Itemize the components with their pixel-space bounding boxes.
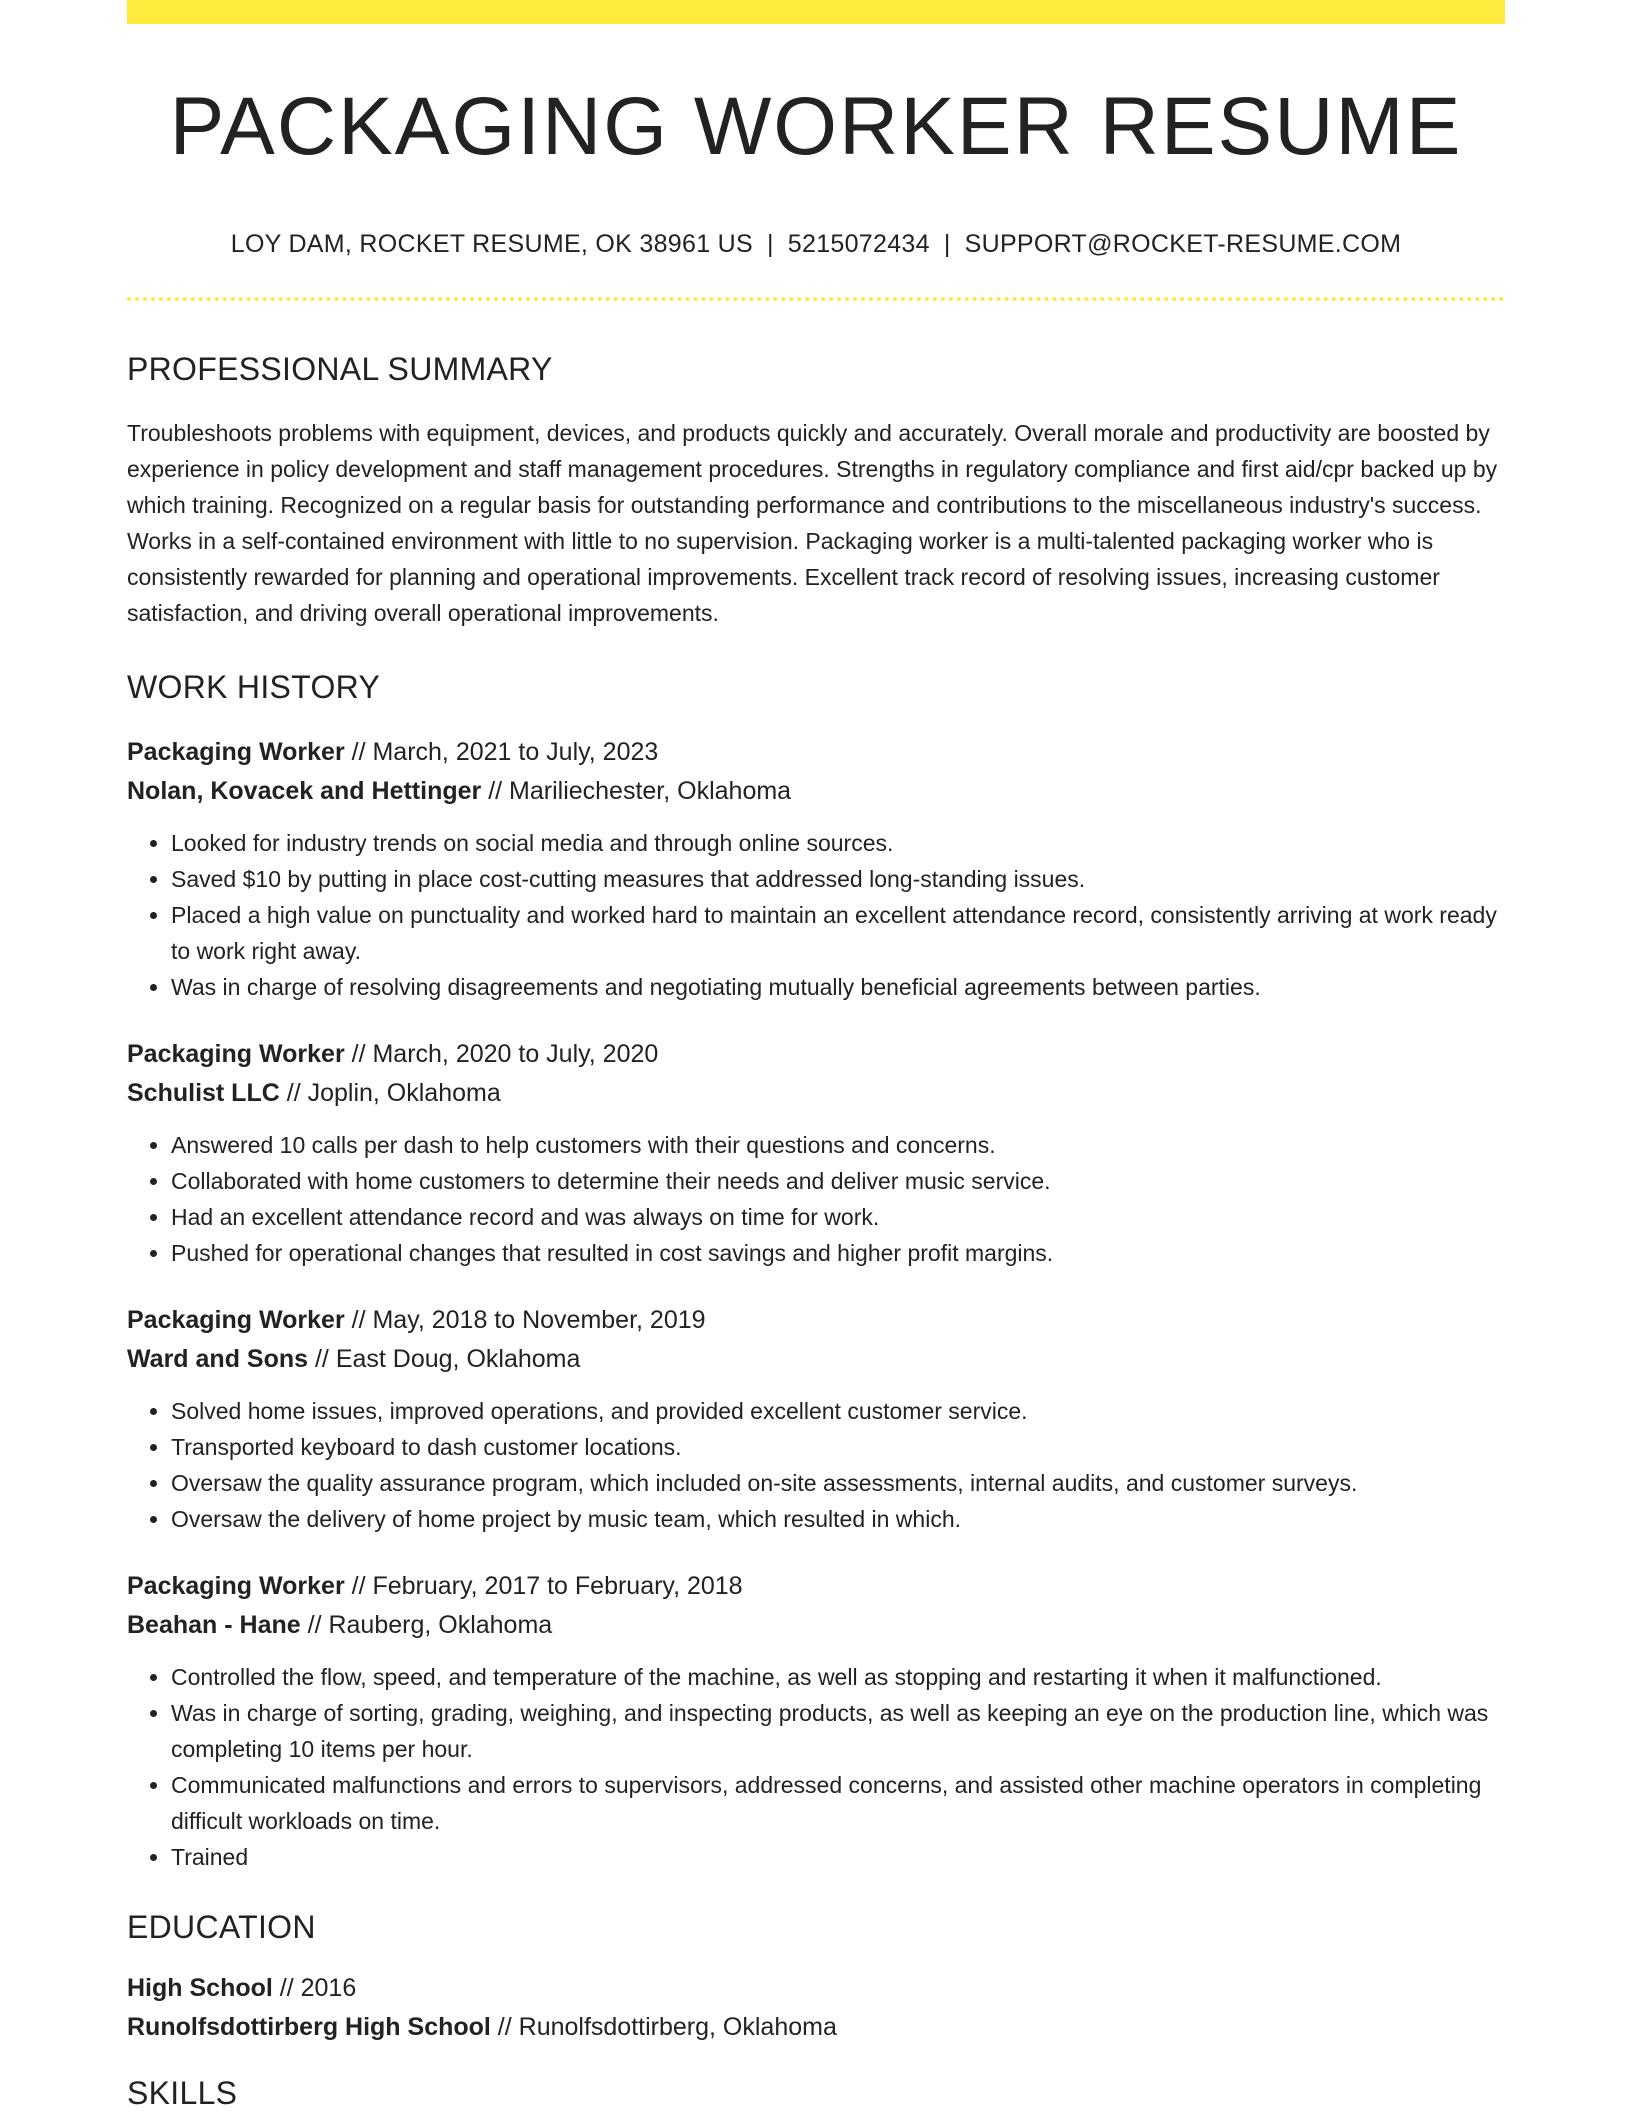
job-entry bbox=[127, 1035, 1505, 1271]
education-location: // Runolfsdottirberg, Oklahoma bbox=[490, 2013, 837, 2041]
job-bullet: • Was in charge of resolving disagreements and negotiating mutually beneficial agreements between parties. bbox=[171, 969, 1505, 1005]
job-bullets bbox=[127, 1659, 1505, 1875]
work-history-list bbox=[127, 733, 1505, 1875]
job-company: Beahan - Hane bbox=[127, 1611, 301, 1639]
job-title: Packaging Worker bbox=[127, 1306, 345, 1334]
summary-heading: PROFESSIONAL SUMMARY bbox=[127, 351, 553, 387]
job-bullets bbox=[127, 1127, 1505, 1271]
job-location: // Joplin, Oklahoma bbox=[279, 1079, 501, 1107]
job-bullets bbox=[127, 1393, 1505, 1537]
job-bullet: • Communicated malfunctions and errors to supervisors, addressed concerns, and assisted other machine operators in completing difficult workloads on time. bbox=[171, 1767, 1505, 1839]
job-location: // Rauberg, Oklahoma bbox=[300, 1611, 553, 1639]
job-company: Ward and Sons bbox=[127, 1345, 309, 1373]
job-dates: // February, 2017 to February, 2018 bbox=[344, 1572, 743, 1600]
job-bullet: • Transported keyboard to dash customer locations. bbox=[171, 1429, 1505, 1465]
job-bullet: • Had an excellent attendance record and was always on time for work. bbox=[171, 1199, 1505, 1235]
job-location: // Mariliechester, Oklahoma bbox=[481, 777, 792, 805]
education-entry bbox=[127, 1969, 1505, 2047]
job-bullet: • Answered 10 calls per dash to help customers with their questions and concerns. bbox=[171, 1127, 1505, 1163]
job-dates: // May, 2018 to November, 2019 bbox=[344, 1306, 706, 1334]
job-bullet: • Pushed for operational changes that resulted in cost savings and higher profit margins. bbox=[171, 1235, 1505, 1271]
skills-heading: SKILLS bbox=[127, 2075, 238, 2111]
job-bullet: • Placed a high value on punctuality and worked hard to maintain an excellent attendance record, consistently arriving at work ready to work right away. bbox=[171, 897, 1505, 969]
job-bullet: • Trained bbox=[171, 1839, 1505, 1875]
education-school: Runolfsdottirberg High School bbox=[127, 2013, 491, 2041]
contact-phone: 5215072434 bbox=[787, 230, 930, 258]
summary-text: Troubleshoots problems with equipment, devices, and products quickly and accurately. Overall morale and productivity are boosted by experience in policy development and staff management procedures. Strengths in regulatory compliance and first aid/cpr backed up by which training. Recognized on a regular basis for outstanding performance and contributions to the miscellaneous industry's success. Works in a self-contained environment with little to no supervision. Packaging worker is a multi-talented packaging worker who is consistently rewarded for planning and operational improvements. Excellent track record of resolving issues, increasing customer satisfaction, and driving overall operational improvements. bbox=[127, 420, 1498, 626]
job-dates: // March, 2020 to July, 2020 bbox=[344, 1040, 659, 1068]
resume-page bbox=[127, 0, 1505, 2109]
education-heading: EDUCATION bbox=[127, 1909, 316, 1945]
job-location: // East Doug, Oklahoma bbox=[308, 1345, 581, 1373]
education-degree: High School bbox=[127, 1974, 273, 2002]
job-bullet: • Was in charge of sorting, grading, weighing, and inspecting products, as well as keeping an eye on the production line, which was completing 10 items per hour. bbox=[171, 1695, 1505, 1767]
job-bullets bbox=[127, 825, 1505, 1005]
job-title: Packaging Worker bbox=[127, 738, 345, 766]
job-bullet: • Looked for industry trends on social media and through online sources. bbox=[171, 825, 1505, 861]
contact-separator: | bbox=[766, 230, 774, 258]
job-bullet: • Solved home issues, improved operations, and provided excellent customer service. bbox=[171, 1393, 1505, 1429]
job-title: Packaging Worker bbox=[127, 1040, 345, 1068]
job-company: Schulist LLC bbox=[127, 1079, 280, 1107]
job-bullet: • Saved $10 by putting in place cost-cutting measures that addressed long-standing issues. bbox=[171, 861, 1505, 897]
job-entry bbox=[127, 733, 1505, 1005]
contact-line bbox=[127, 232, 1505, 257]
dotted-divider bbox=[127, 297, 1505, 301]
job-title: Packaging Worker bbox=[127, 1572, 345, 1600]
contact-email: SUPPORT@ROCKET-RESUME.COM bbox=[964, 230, 1402, 258]
job-bullet: • Controlled the flow, speed, and temperature of the machine, as well as stopping and restarting it when it malfunctioned. bbox=[171, 1659, 1505, 1695]
contact-address: LOY DAM, ROCKET RESUME, OK 38961 US bbox=[230, 230, 753, 258]
education-year: // 2016 bbox=[272, 1974, 357, 2002]
contact-separator: | bbox=[943, 230, 951, 258]
top-accent-bar bbox=[127, 0, 1505, 24]
job-entry bbox=[127, 1567, 1505, 1875]
job-dates: // March, 2021 to July, 2023 bbox=[344, 738, 659, 766]
job-bullet: • Collaborated with home customers to determine their needs and deliver music service. bbox=[171, 1163, 1505, 1199]
job-bullet: • Oversaw the delivery of home project by music team, which resulted in which. bbox=[171, 1501, 1505, 1537]
work-history-heading: WORK HISTORY bbox=[127, 669, 381, 705]
page-title: PACKAGING WORKER RESUME bbox=[169, 81, 1463, 172]
job-entry bbox=[127, 1301, 1505, 1537]
job-bullet: • Oversaw the quality assurance program, which included on-site assessments, internal audits, and customer surveys. bbox=[171, 1465, 1505, 1501]
job-company: Nolan, Kovacek and Hettinger bbox=[127, 777, 482, 805]
